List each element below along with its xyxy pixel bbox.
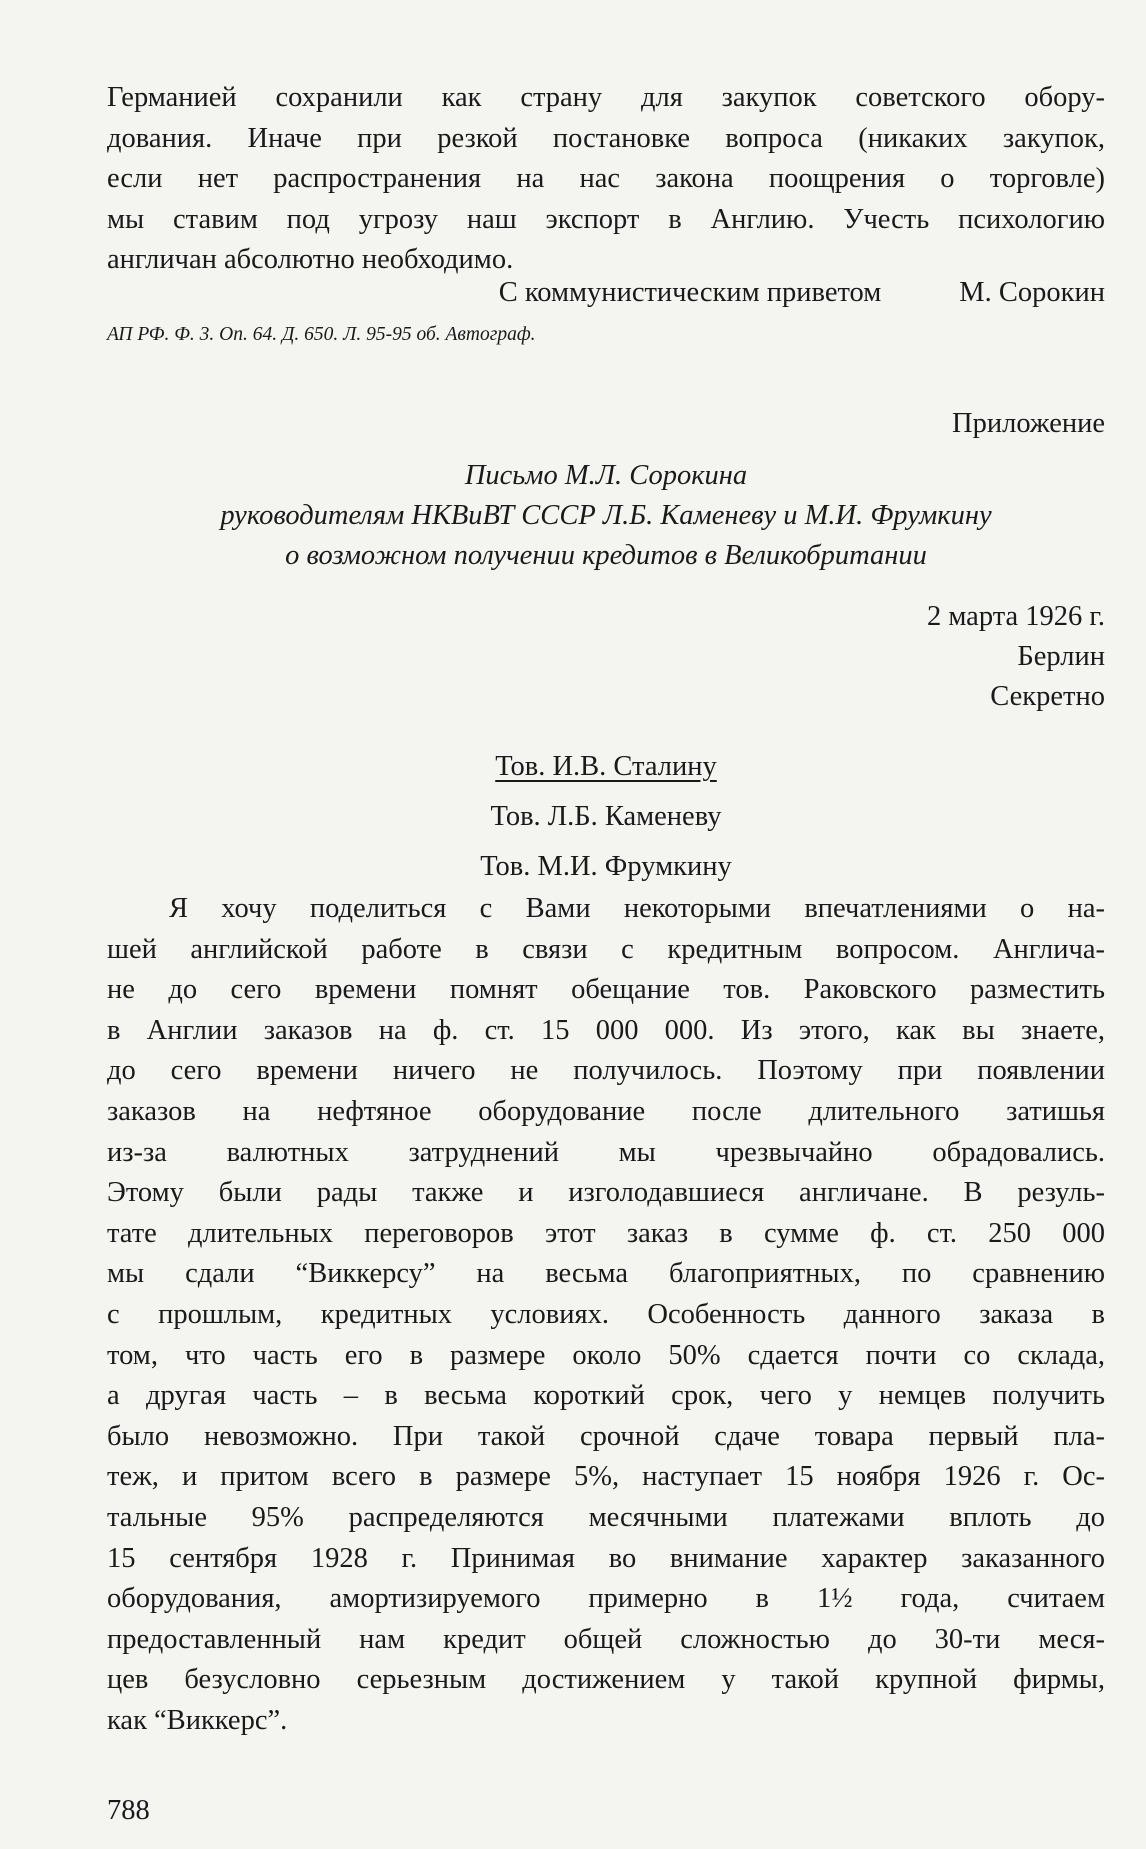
document-meta bbox=[927, 597, 1105, 717]
body-line: том, что часть его в размере около 50% сдается почти со склада, bbox=[107, 1339, 1105, 1371]
letter-body bbox=[107, 889, 1105, 1741]
body-line: из-за валютных затруднений мы чрезвычайно обрадовались. bbox=[107, 1136, 1105, 1168]
intro-line: Германией сохранили как страну для закупок советского обору- bbox=[107, 82, 1105, 113]
intro-line: мы ставим под угрозу наш экспорт в Англию. Учесть психологию bbox=[107, 203, 1105, 235]
body-line: предоставленный нам кредит общей сложностью до 30-ти меся- bbox=[107, 1623, 1105, 1655]
intro-paragraph bbox=[107, 78, 1105, 281]
document-title-line: руководителям НКВиВТ СССР Л.Б. Каменеву и М.И. Фрумкину bbox=[220, 500, 992, 531]
signoff bbox=[107, 273, 1105, 313]
addressee: Тов. И.В. Сталину bbox=[495, 751, 717, 782]
body-line: тате длительных переговоров этот заказ в сумме ф. ст. 250 000 bbox=[107, 1217, 1105, 1249]
signoff-greeting: С коммунистическим приветом bbox=[498, 277, 882, 308]
body-line: как “Виккерс”. bbox=[107, 1704, 288, 1736]
signoff-signature: М. Сорокин bbox=[959, 277, 1105, 308]
intro-line: если нет распространения на нас закона поощрения о торговле) bbox=[107, 163, 1105, 195]
intro-line: англичан абсолютно необходимо. bbox=[107, 244, 514, 276]
body-line: цев безусловно серьезным достижением у такой крупной фирмы, bbox=[107, 1664, 1105, 1696]
document-title-line: о возможном получении кредитов в Великобритании bbox=[285, 540, 927, 571]
body-line: заказов на нефтяное оборудование после длительного затишья bbox=[107, 1095, 1105, 1127]
body-line: шей английской работе в связи с кредитным вопросом. Англича- bbox=[107, 933, 1105, 965]
intro-line: дования. Иначе при резкой постановке вопроса (никаких закупок, bbox=[107, 122, 1105, 154]
body-line: 15 сентября 1928 г. Принимая во внимание характер заказанного bbox=[107, 1542, 1105, 1574]
body-line: не до сего времени помнят обещание тов. Раковского разместить bbox=[107, 974, 1105, 1006]
document-place: Берлин bbox=[1017, 641, 1105, 672]
body-line: с прошлым, кредитных условиях. Особенность данного заказа в bbox=[107, 1298, 1105, 1330]
body-line: а другая часть – в весьма короткий срок, чего у немцев получить bbox=[107, 1380, 1105, 1412]
body-line: мы сдали “Виккерсу” на весьма благоприятных, по сравнению bbox=[107, 1258, 1105, 1290]
body-line: в Англии заказов на ф. ст. 15 000 000. Из этого, как вы знаете, bbox=[107, 1014, 1105, 1046]
document-date: 2 марта 1926 г. bbox=[926, 601, 1105, 632]
page-number: 788 bbox=[107, 1795, 150, 1826]
addressee: Тов. М.И. Фрумкину bbox=[480, 851, 732, 882]
body-line: было невозможно. При такой срочной сдаче товара первый пла- bbox=[107, 1420, 1105, 1452]
body-line: тальные 95% распределяются месячными платежами вплоть до bbox=[107, 1501, 1105, 1533]
archive-source-note: АП РФ. Ф. 3. Оп. 64. Д. 650. Л. 95-95 об. Автограф. bbox=[107, 324, 536, 345]
addressees bbox=[107, 742, 1105, 892]
body-line: оборудования, амортизируемого примерно в 1½ года, считаем bbox=[107, 1583, 1105, 1615]
document-title bbox=[107, 456, 1105, 576]
body-line: Я хочу поделиться с Вами некоторыми впечатлениями о на- bbox=[169, 893, 1105, 924]
appendix-label: Приложение bbox=[952, 408, 1105, 439]
body-line: теж, и притом всего в размере 5%, наступает 15 ноября 1926 г. Ос- bbox=[107, 1461, 1105, 1493]
addressee: Тов. Л.Б. Каменеву bbox=[490, 801, 722, 832]
body-line: до сего времени ничего не получилось. Поэтому при появлении bbox=[107, 1055, 1105, 1087]
body-line: Этому были рады также и изголодавшиеся англичане. В резуль- bbox=[107, 1177, 1105, 1209]
document-classification: Секретно bbox=[990, 681, 1105, 712]
document-title-line: Письмо М.Л. Сорокина bbox=[464, 460, 748, 491]
